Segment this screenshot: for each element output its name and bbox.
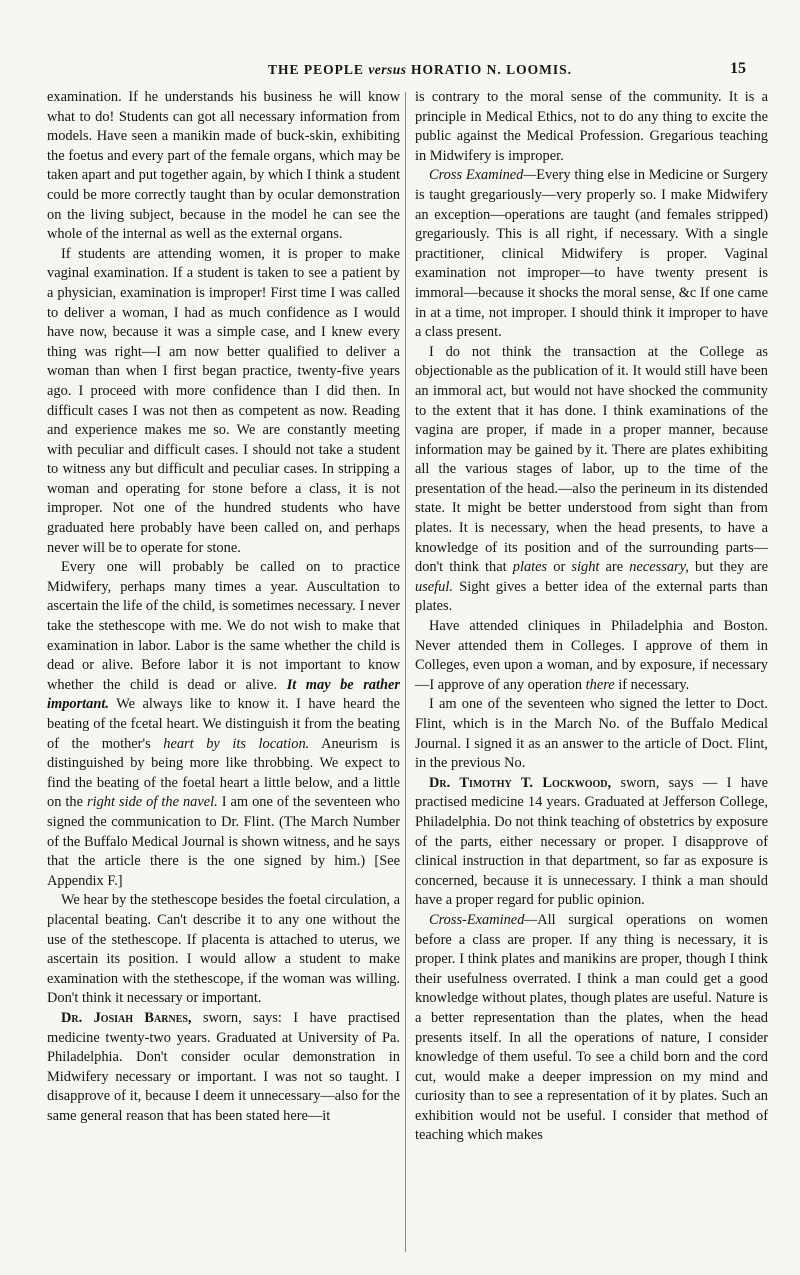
- paragraph: I do not think the transaction at the College as objectionable as the publication of it. It would still have been an immoral act, but would not have shocked the community to the extent that it has done. I think examinations of the vagina are proper, if made in a proper manner, because information may be gained by it. There are plates exhibiting all the various stages of labor, up to the time of the presentation of the head.—also the perineum in its distended state. It might be better understood from sight than from plates. It is necessary, when the head presents, to have a knowledge of its position and of the surrounding parts—don't think that plates or sight are necessary, but they are useful. Sight gives a better idea of the external parts than plates.: [415, 343, 768, 615]
- paragraph: We hear by the stethescope besides the foetal circulation, a placental beating. Can't describe it to any one without the use of the stethescope. If placenta is attached to uterus, we ascertain its position. I would allow a student to make examination with the stethescope, if the woman was willing. Don't think it necessary or important.: [47, 892, 400, 1007]
- section-label: Cross-Examined—: [429, 911, 538, 928]
- paragraph: If students are attending women, it is proper to make vaginal examination. If a student is taken to see a patient by a physician, examination is improper! First time I was called to deliver a woman, I had as much confidence as I would have now, because it was a simple case, and I knew every thing was right—I am now better qualified to deliver a woman than when I first began practice, twenty-five years ago. I proceed with more confidence than I did then. In difficult cases I was not then as competent as now. Reading and experience makes me so. We are constantly meeting with peculiar and difficult cases. I should not take a student to witness any but difficult and peculiar cases. In stripping a woman and operating for stone before a class, it is not improper. Not one of the hundred students who have graduated here probably have been called on, and perhaps never will be to operate for stone.: [47, 245, 400, 556]
- paragraph: Dr. Timothy T. Lockwood, sworn, says — I have practised medicine 14 years. Graduated at Jefferson College, Philadelphia. Do not think teaching of obstetrics by exposure of the parts, either necessary or proper. I disapprove of clinical instruction in that department, so far as exposure is concerned, because it is unnecessary. I think a man should have a proper regard for public opinion.: [415, 774, 768, 909]
- emphasis: right side of the navel.: [87, 794, 218, 811]
- emphasis: there: [585, 676, 615, 693]
- emphasis: It may be rather important.: [47, 676, 400, 713]
- paragraph: I am one of the seventeen who signed the letter to Doct. Flint, which is in the March No. of the Buffalo Medical Journal. I signed it as an answer to the article of Doct. Flint, in the previous No.: [415, 696, 768, 772]
- page-number: 15: [730, 60, 746, 77]
- header-versus: versus: [368, 62, 407, 77]
- left-column: [47, 88, 400, 1126]
- column-divider: [405, 92, 406, 1252]
- emphasis: heart by its location.: [163, 735, 310, 752]
- emphasis: sight: [571, 559, 600, 576]
- header-left-title: THE PEOPLE: [268, 62, 364, 77]
- paragraph: Every one will probably be called on to practice Midwifery, perhaps many times a year. Auscultation to ascertain the life of the child, is sometimes necessary. I never take the stethescope with me. We do not wish to make that examination in labor. Labor is the same whether the child is dead or alive. Before labor it is not important to know whether the child is dead or alive. It may be rather important. We always like to know it. I have heard the beating of the fcetal heart. We distinguish it from the beating of the mother's heart by its location. Aneurism is distinguished by being more like throbbing. We expect to find the beating of the foetal heart a little below, and a little on the right side of the navel. I am one of the seventeen who signed the communication to Dr. Flint. (The March Number of the Buffalo Medical Journal is shown witness, and he says that the article there is the one signed by him.) [See Appendix F.]: [47, 559, 401, 889]
- paragraph: Cross-Examined—All surgical operations on women before a class are proper. If any thing is necessary, it is proper. I think plates and manikins are proper, though I think their usefulness overrated. I think a man could get a good knowledge without plates, though plates are useful. Nature is a better representation than the plates, when the head presents itself. In all the operations of nature, I consider knowledge of them useful. To see a child born and the cord cut, would make a deeper impression on my mind and curiosity than to see a representation of it by plates. Such an exhibition would not be useful. I consider that method of teaching which makes: [415, 911, 768, 1144]
- emphasis: useful.: [415, 578, 453, 595]
- emphasis: plates: [512, 559, 548, 576]
- emphasis: necessary,: [629, 559, 689, 576]
- witness-name: Dr. Timothy T. Lockwood,: [429, 774, 612, 791]
- paragraph: Have attended cliniques in Philadelphia and Boston. Never attended them in Colleges. I approve of them in Colleges, even upon a woman, and by exposure, if necessary—I approve of any operation there if necessary.: [415, 618, 768, 693]
- paragraph: Cross Examined—Every thing else in Medicine or Surgery is taught gregariously—very properly so. I make Midwifery an exception—operations are taught (and females stripped) gregariously. This is all right, if necessary. With a single practitioner, clinical Midwifery is proper. Vaginal examination not improper—to have twenty present is immoral—because it shocks the moral sense, &c If one came in at a time, not improper. I should think it improper to have a class present.: [415, 167, 769, 341]
- paragraph: Dr. Josiah Barnes, sworn, says: I have practised medicine twenty-two years. Graduated at University of Pa. Philadelphia. Don't consider ocular demonstration in Midwifery necessary or important. I was not so taught. I disapprove of it, because I deem it unnecessary—also for the same general reason that has been stated here—it: [47, 1009, 400, 1124]
- right-column: [415, 88, 768, 1146]
- paragraph: examination. If he understands his business he will know what to do! Students can got all necessary information from models. Have seen a manikin made of buck-skin, exhibiting the foetus and every part of the female organs, which may be taken apart and put together again, by which I think a student could be more correctly taught than by ocular demonstration on the living subject, because in the model he can see the whole of the internal as well as the external organs.: [47, 89, 400, 243]
- section-label: Cross Examined—: [429, 167, 537, 184]
- running-header: [150, 62, 690, 82]
- paragraph: is contrary to the moral sense of the community. It is a principle in Medical Ethics, not to do any thing to excite the public against the Medical Profession. Gregarious teaching in Midwifery is improper.: [415, 89, 768, 164]
- header-right-title: HORATIO N. LOOMIS.: [410, 62, 572, 77]
- witness-name: Dr. Josiah Barnes,: [61, 1009, 192, 1026]
